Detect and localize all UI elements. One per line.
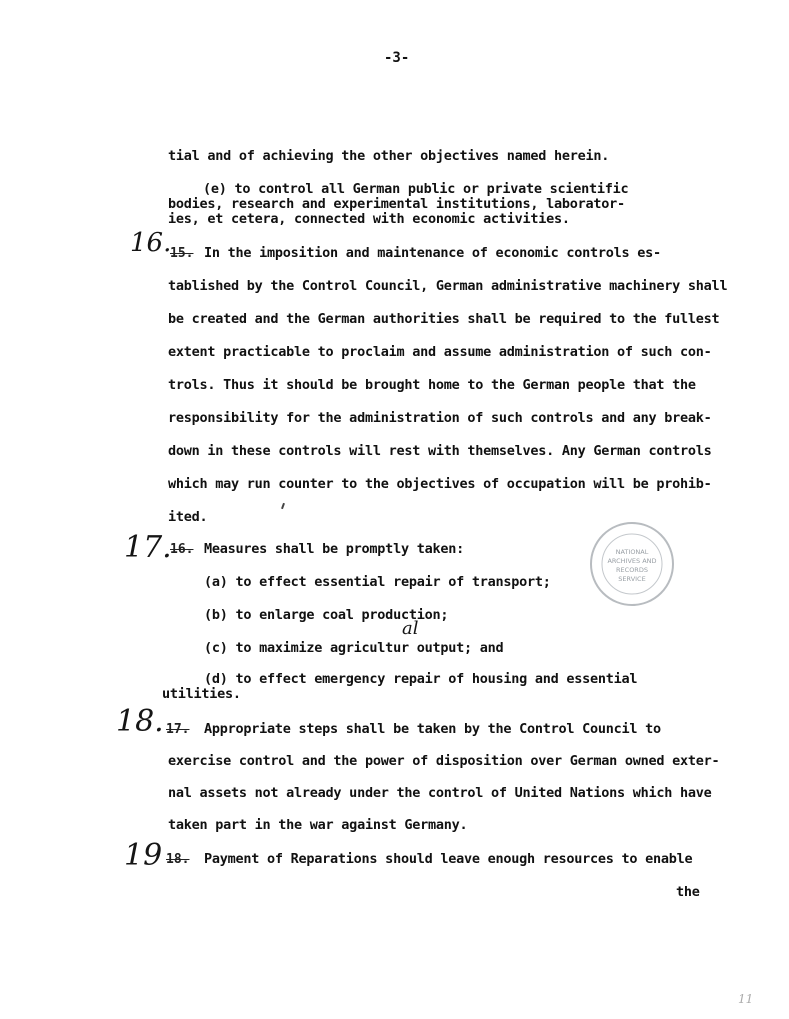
handwritten-insertion-al: al: [402, 618, 419, 639]
stamp-text-line-4: SERVICE: [618, 575, 646, 583]
struck-paragraph-number-16: 16.: [170, 542, 194, 557]
text-line-5: In the imposition and maintenance of economic controls es-: [204, 245, 661, 261]
text-line-4: ies, et cetera, connected with economic activities.: [168, 211, 570, 227]
struck-paragraph-number-15: 15.: [170, 246, 194, 261]
text-line-24: Payment of Reparations should leave enough resources to enable: [204, 851, 693, 867]
text-line-19: utilities.: [162, 686, 241, 702]
handwritten-paragraph-number-17: 17.: [124, 530, 172, 565]
text-line-20: Appropriate steps shall be taken by the Control Council to: [204, 721, 661, 737]
text-line-13: ited.: [168, 509, 208, 525]
text-line-7: be created and the German authorities shall be required to the fullest: [168, 311, 720, 327]
page-number: -3-: [384, 50, 410, 66]
text-line-23: taken part in the war against Germany.: [168, 817, 468, 833]
text-line-18: (d) to effect emergency repair of housing and essential: [204, 671, 638, 687]
text-line-25: the: [676, 884, 700, 900]
stamp-text-line-2: ARCHIVES AND: [607, 557, 657, 565]
text-line-12: which may run counter to the objectives of occupation will be prohib-: [168, 476, 712, 492]
text-line-3: bodies, research and experimental institutions, laborator-: [168, 196, 625, 212]
stamp-text-line-1: NATIONAL: [615, 548, 649, 556]
pencil-mark: [281, 503, 285, 509]
corner-page-number: 11: [738, 992, 754, 1006]
handwritten-paragraph-number-19: 19: [124, 838, 163, 873]
text-line-6: tablished by the Control Council, German administrative machinery shall: [168, 278, 728, 294]
text-line-2: (e) to control all German public or private scientific: [203, 181, 629, 197]
stamp-text-line-3: RECORDS: [616, 566, 648, 574]
text-line-15: (a) to effect essential repair of transport;: [204, 574, 551, 590]
handwritten-paragraph-number-16: 16.: [130, 228, 172, 258]
text-line-21: exercise control and the power of disposition over German owned exter-: [168, 753, 720, 769]
struck-paragraph-number-17: 17.: [166, 722, 190, 737]
text-line-11: down in these controls will rest with themselves. Any German controls: [168, 443, 712, 459]
handwritten-paragraph-number-18: 18.: [116, 704, 164, 739]
text-line-22: nal assets not already under the control of United Nations which have: [168, 785, 712, 801]
text-line-16: (b) to enlarge coal production;: [204, 607, 449, 623]
text-line-8: extent practicable to proclaim and assume administration of such con-: [168, 344, 712, 360]
text-line-14: Measures shall be promptly taken:: [204, 541, 464, 557]
struck-paragraph-number-18: 18.: [166, 852, 190, 867]
text-line-10: responsibility for the administration of such controls and any break-: [168, 410, 712, 426]
text-line-9: trols. Thus it should be brought home to the German people that the: [168, 377, 696, 393]
text-line-17: (c) to maximize agricultur output; and: [204, 640, 504, 656]
text-line-1: tial and of achieving the other objectives named herein.: [168, 148, 610, 164]
